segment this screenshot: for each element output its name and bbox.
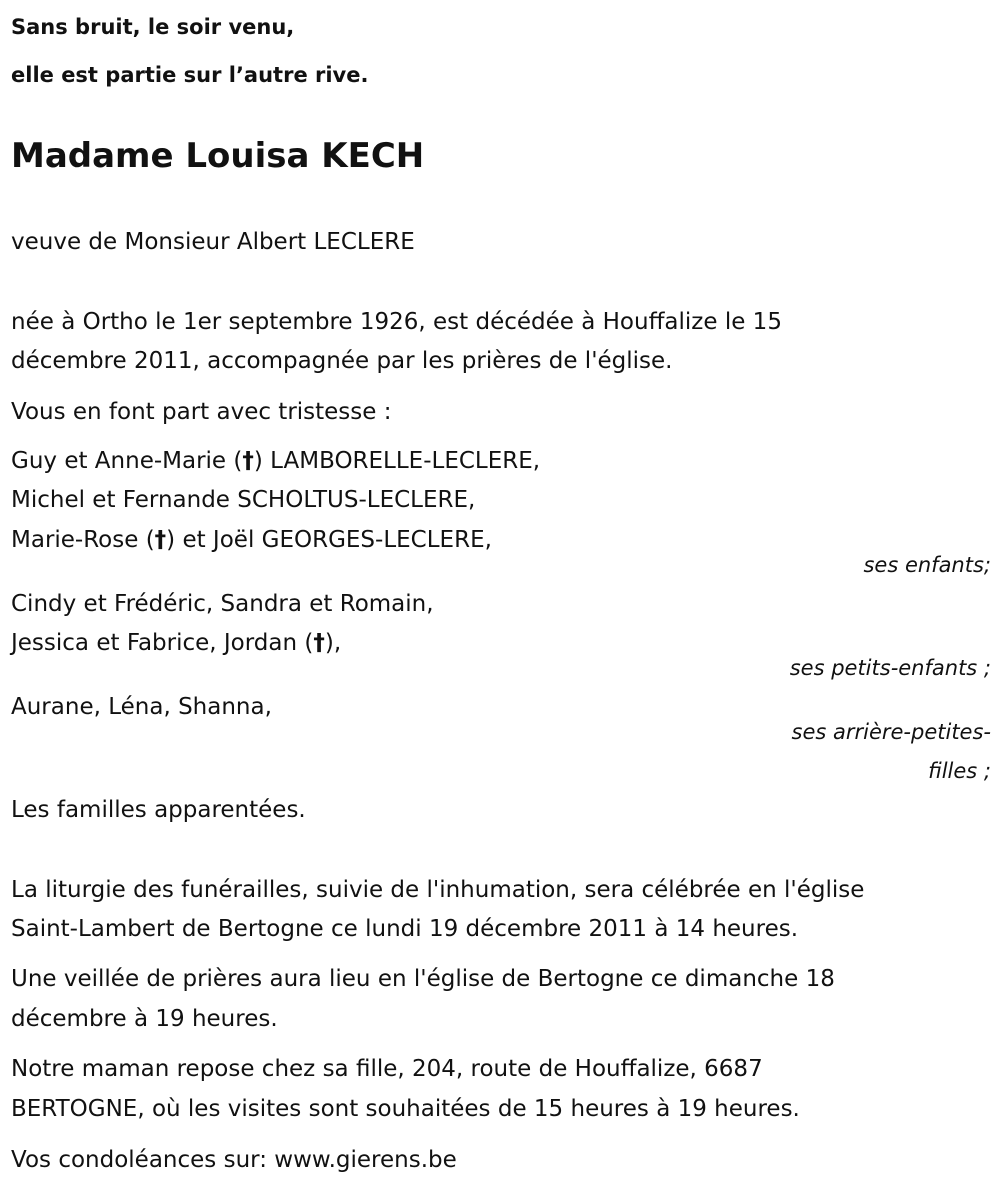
grandchildren-line-2-end: ),: [324, 630, 342, 656]
children-line-3-end: ) et Joël GEORGES-LECLERE,: [166, 527, 492, 553]
announcement-intro: Vous en font part avec tristesse :: [11, 399, 392, 425]
spouse-line: veuve de Monsieur Albert LECLERE: [11, 229, 415, 255]
relation-great-grandchildren-2: filles ;: [928, 759, 991, 783]
families-line: Les familles apparentées.: [11, 797, 306, 823]
children-line-3-start: Marie-Rose (: [11, 527, 155, 553]
relation-grandchildren: ses petits-enfants ;: [789, 656, 991, 680]
relation-great-grandchildren-1: ses arrière-petites-: [791, 720, 991, 744]
epigraph-line-2: elle est partie sur l’autre rive.: [11, 63, 369, 87]
deceased-cross-icon: †: [242, 448, 254, 474]
epigraph-line-1: Sans bruit, le soir venu,: [11, 15, 295, 39]
deceased-cross-icon: †: [154, 527, 167, 553]
relation-children: ses enfants;: [863, 553, 991, 577]
grandchildren-line-2-start: Jessica et Fabrice, Jordan (: [11, 630, 314, 656]
children-line-1-end: ) LAMBORELLE-LECLERE,: [253, 448, 541, 474]
deceased-cross-icon: †: [313, 630, 325, 656]
deceased-name: Madame Louisa KECH: [11, 136, 425, 176]
children-line-2: Michel et Fernande SCHOLTUS-LECLERE,: [11, 487, 476, 513]
rest-line-2: BERTOGNE, où les visites sont souhaitées de 15 heures à 19 heures.: [11, 1096, 800, 1122]
children-line-3: [11, 521, 991, 560]
rest-line-1: Notre maman repose chez sa fille, 204, route de Houffalize, 6687: [11, 1056, 763, 1082]
children-line-1: [11, 442, 991, 481]
vigil-line-2: décembre à 19 heures.: [11, 1006, 278, 1032]
funeral-line-1: La liturgie des funérailles, suivie de l'inhumation, sera célébrée en l'église: [11, 877, 865, 903]
great-grandchildren-line: Aurane, Léna, Shanna,: [11, 694, 272, 720]
funeral-line-2: Saint-Lambert de Bertogne ce lundi 19 décembre 2011 à 14 heures.: [11, 916, 799, 942]
grandchildren-line-1: Cindy et Frédéric, Sandra et Romain,: [11, 591, 434, 617]
children-line-1-start: Guy et Anne-Marie (: [11, 448, 243, 474]
vigil-line-1: Une veillée de prières aura lieu en l'église de Bertogne ce dimanche 18: [11, 966, 835, 992]
condolences-line: Vos condoléances sur: www.gierens.be: [11, 1147, 457, 1173]
birth-death-line-2: décembre 2011, accompagnée par les prières de l'église.: [11, 348, 673, 374]
birth-death-line-1: née à Ortho le 1er septembre 1926, est décédée à Houffalize le 15: [11, 309, 782, 335]
